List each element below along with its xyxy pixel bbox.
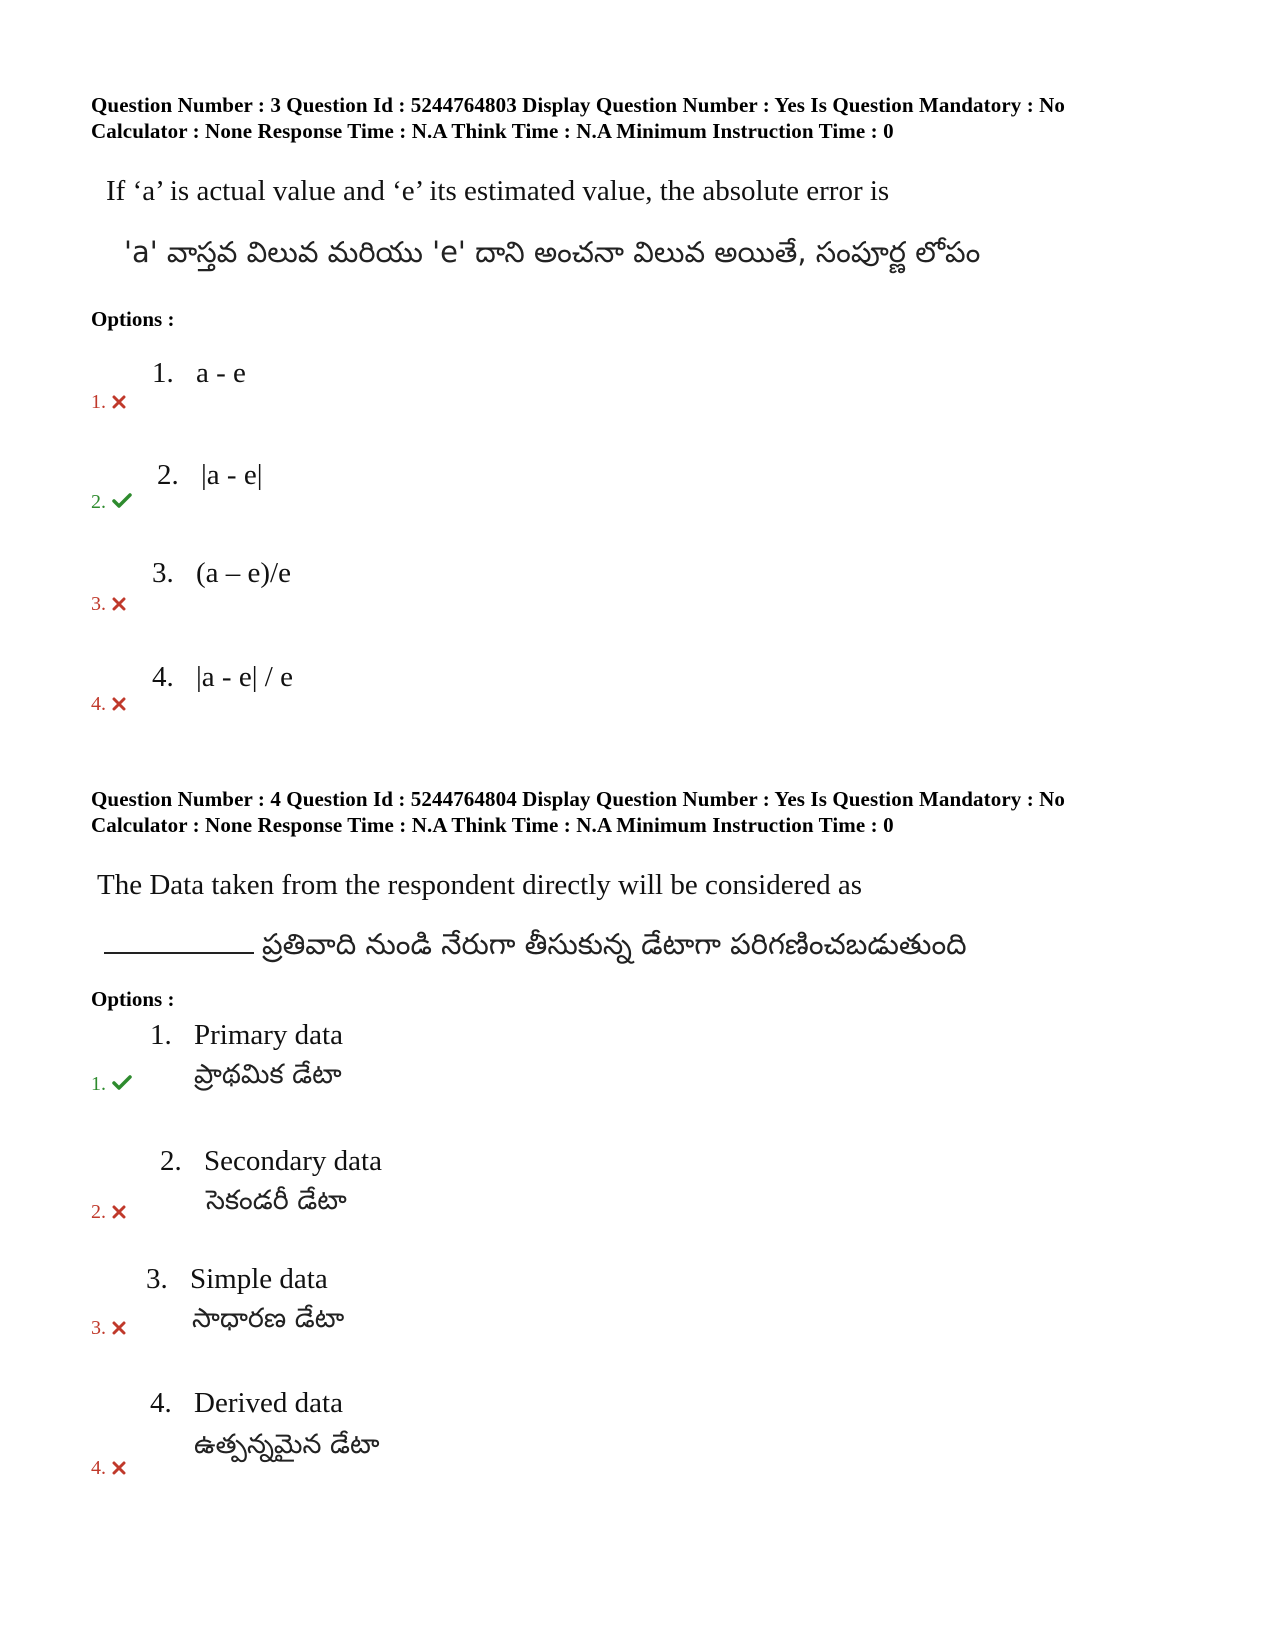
option-number: 2. <box>160 1145 182 1177</box>
cross-icon <box>112 593 126 617</box>
option-status-wrong <box>91 692 126 717</box>
option-mark-number: 3. <box>91 593 106 615</box>
options-label: Options : <box>91 987 175 1011</box>
question-text-te-row <box>104 926 967 962</box>
fill-in-blank-line <box>104 928 254 954</box>
option-label-te: సెకండరీ డేటా <box>206 1185 347 1216</box>
question-text-en: The Data taken from the respondent directly will be considered as <box>97 869 863 901</box>
option-label: |a - e| <box>201 459 263 491</box>
option-status-correct <box>91 1072 132 1097</box>
option-number: 3. <box>146 1263 168 1295</box>
option-label: Simple data <box>190 1263 328 1295</box>
question-meta-line2: Calculator : None Response Time : N.A Think Time : N.A Minimum Instruction Time : 0 <box>91 813 894 837</box>
options-label: Options : <box>91 307 175 331</box>
question-meta-line1: Question Number : 3 Question Id : 5244764803 Display Question Number : Yes Is Question Mandatory : No <box>91 93 1066 117</box>
option-mark-number: 4. <box>91 693 106 715</box>
option-number: 1. <box>150 1019 172 1051</box>
cross-icon <box>112 391 126 415</box>
option-label-te: ఉత్పన్నమైన డేటా <box>194 1429 380 1460</box>
option-status-wrong <box>91 1316 126 1341</box>
option-mark-number: 4. <box>91 1457 106 1479</box>
option-text <box>152 356 246 390</box>
check-icon <box>112 1073 132 1097</box>
option-label: a - e <box>196 357 246 389</box>
cross-icon <box>112 1457 126 1481</box>
option-status-wrong <box>91 592 126 617</box>
cross-icon <box>112 1317 126 1341</box>
question-meta-line2: Calculator : None Response Time : N.A Think Time : N.A Minimum Instruction Time : 0 <box>91 119 894 143</box>
option-text <box>152 660 293 694</box>
option-number: 4. <box>150 1387 172 1419</box>
option-mark-number: 1. <box>91 1073 106 1095</box>
option-text <box>146 1262 328 1296</box>
option-label: |a - e| / e <box>196 661 293 693</box>
question-meta-line1: Question Number : 4 Question Id : 5244764804 Display Question Number : Yes Is Question Mandatory : No <box>91 787 1066 811</box>
option-status-wrong <box>91 1456 126 1481</box>
question-text-te: ప్రతివాది నుండి నేరుగా తీసుకున్న డేటాగా పరిగణించబడుతుంది <box>262 927 967 961</box>
option-label-te: ప్రాథమిక డేటా <box>194 1059 342 1090</box>
option-mark-number: 3. <box>91 1317 106 1339</box>
option-text <box>150 1386 343 1420</box>
question-text-te: 'a' వాస్తవ విలువ మరియు 'e' దాని అంచనా విలువ అయితే, సంపూర్ణ లోపం <box>124 235 981 269</box>
option-mark-number: 2. <box>91 1201 106 1223</box>
option-label: (a – e)/e <box>196 557 291 589</box>
cross-icon <box>112 1201 126 1225</box>
question-text-en: If ‘a’ is actual value and ‘e’ its estimated value, the absolute error is <box>106 175 890 207</box>
cross-icon <box>112 693 126 717</box>
option-number: 1. <box>152 357 174 389</box>
option-text <box>152 556 291 590</box>
option-number: 4. <box>152 661 174 693</box>
option-label: Primary data <box>194 1019 343 1051</box>
option-status-correct <box>91 490 132 515</box>
option-status-wrong <box>91 1200 126 1225</box>
option-label: Derived data <box>194 1387 343 1419</box>
option-number: 2. <box>157 459 179 491</box>
option-mark-number: 1. <box>91 391 106 413</box>
option-text <box>160 1144 382 1178</box>
option-text <box>157 458 263 492</box>
option-label: Secondary data <box>204 1145 382 1177</box>
option-mark-number: 2. <box>91 491 106 513</box>
option-status-wrong <box>91 390 126 415</box>
option-number: 3. <box>152 557 174 589</box>
option-text <box>150 1018 343 1052</box>
option-label-te: సాధారణ డేటా <box>192 1303 345 1334</box>
check-icon <box>112 491 132 515</box>
